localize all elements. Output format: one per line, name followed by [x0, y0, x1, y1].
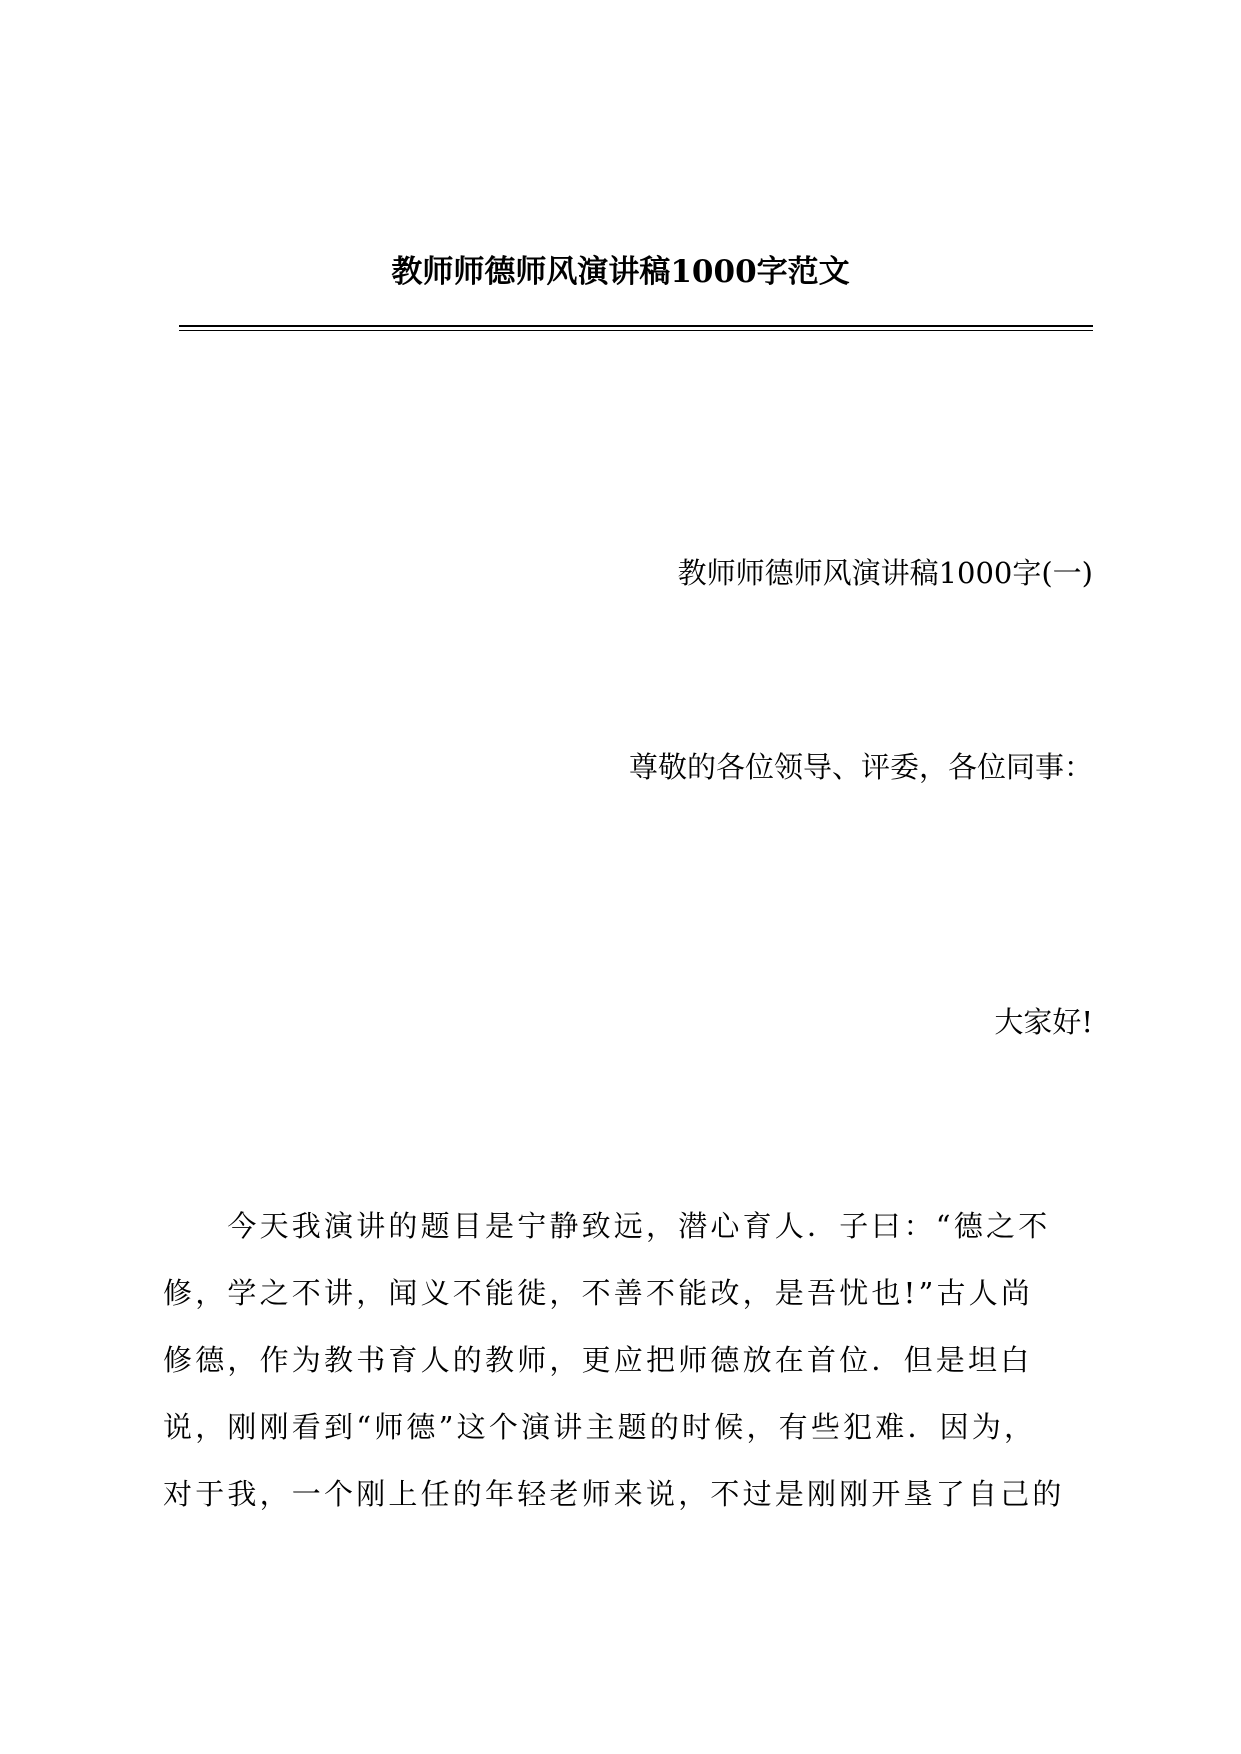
- body-line: 修德，作为教书育人的教师，更应把师德放在首位．但是坦白: [163, 1343, 1033, 1377]
- body-line: 说，刚刚看到“师德”这个演讲主题的时候，有些犯难．因为，: [163, 1410, 1037, 1444]
- body-line: 对于我，一个刚上任的年轻老师来说，不过是刚刚开垦了自己的: [163, 1477, 1065, 1511]
- body-line: 今天我演讲的题目是宁静致远，潜心育人．子曰：“德之不: [163, 1209, 1051, 1243]
- body-paragraph: [163, 1193, 1097, 1528]
- document-title: 教师师德师风演讲稿1000字范文: [391, 254, 850, 290]
- greeting-line: 大家好!: [994, 1005, 1093, 1039]
- title-divider: [179, 325, 1093, 331]
- salutation-line: 尊敬的各位领导、评委，各位同事：: [628, 750, 1093, 784]
- section-subtitle: 教师师德师风演讲稿1000字(一): [677, 556, 1093, 590]
- body-line: 修，学之不讲，闻义不能徙，不善不能改，是吾忧也!”古人尚: [163, 1276, 1034, 1310]
